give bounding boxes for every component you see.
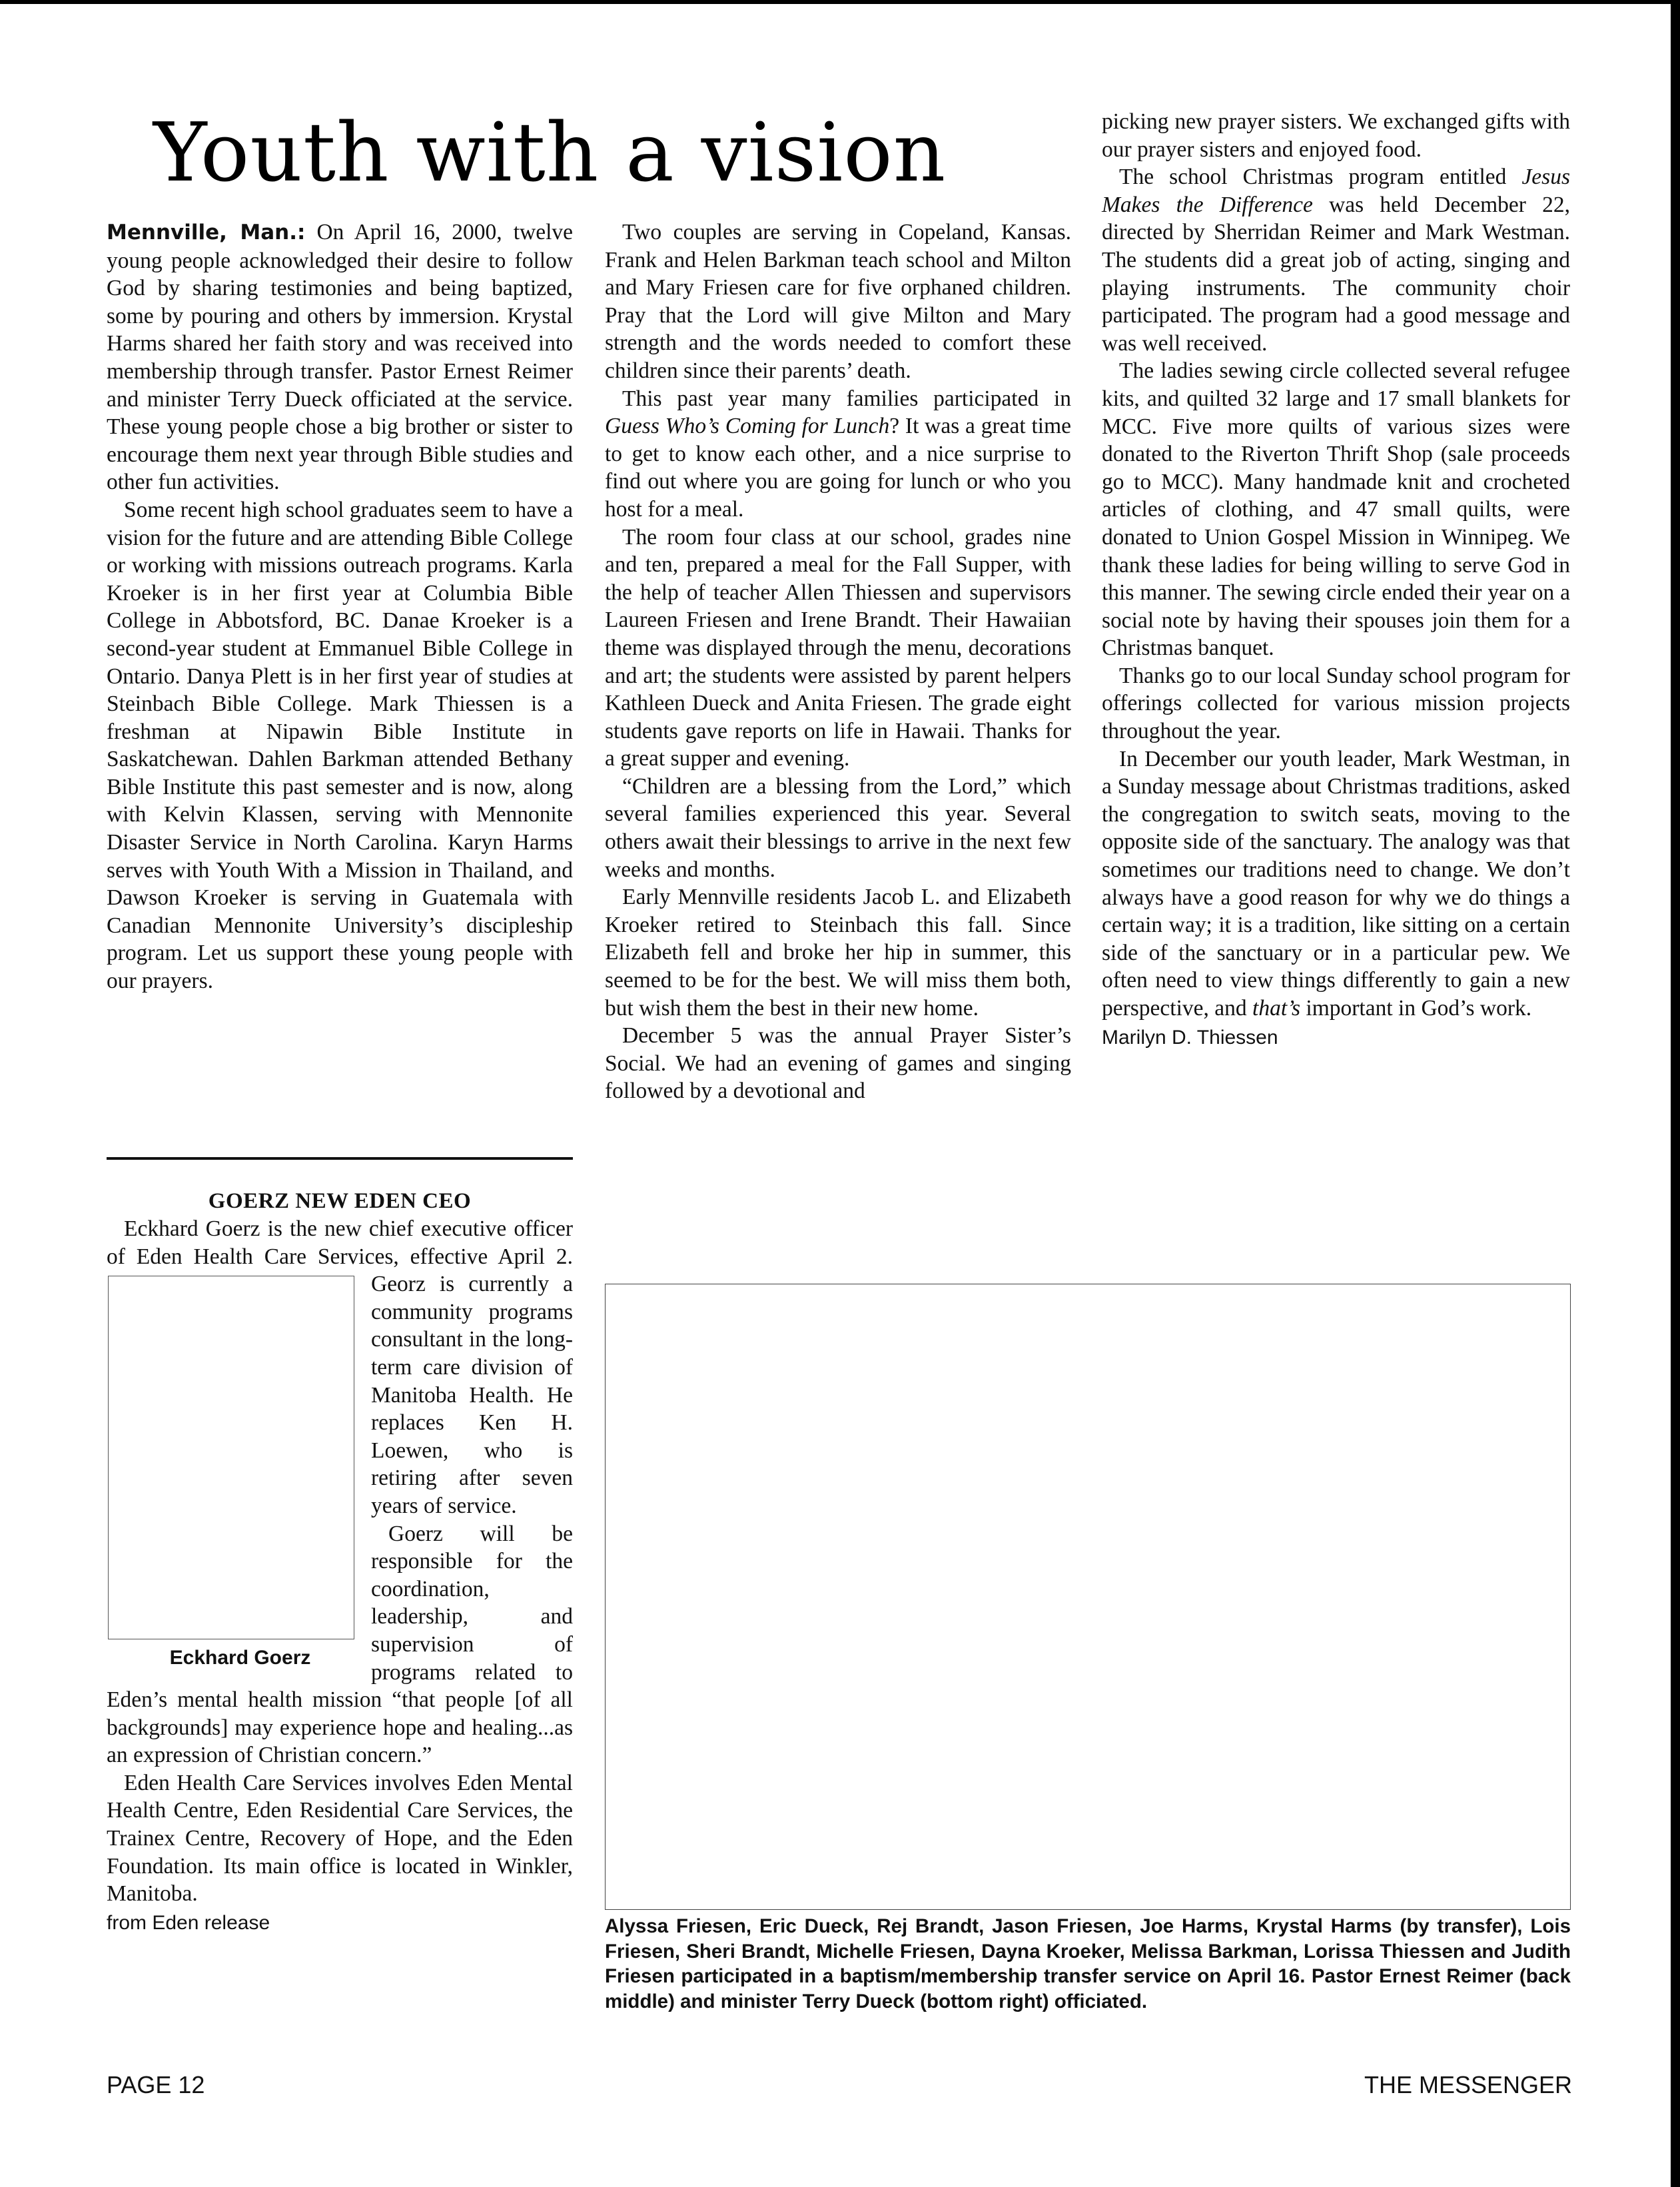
paragraph-text: In December our youth leader, Mark Westman, in a Sunday message about Christmas traditions, asked the congregation to switch seats, moving to the opposite side of the sanctuary. The analogy was that sometimes our traditions need to change. We don’t always have a good reason for why we do things a certain way; it is a tradition, like sitting on a certain side of the sanctuary or in a particular pew. We often need to view things differently to gain a new perspective, and (1102, 746, 1570, 1021)
scan-right-edge (1671, 0, 1680, 2187)
group-photo-caption: Alyssa Friesen, Eric Dueck, Rej Brandt, Jason Friesen, Joe Harms, Krystal Harms (by transfer), Lois Friesen, Sheri Brandt, Michelle Friesen, Dayna Kroeker, Melissa Barkman, Lorissa Thiessen and Judith Friesen participated in a baptism/membership transfer service on April 16. Pastor Ernest Reimer (back middle) and minister Terry Dueck (bottom right) officiated. (605, 1915, 1571, 2012)
dateline: Mennville, Man.: (107, 220, 306, 244)
article-column-2 (605, 219, 1071, 1105)
ceo-byline: from Eden release (107, 1911, 270, 1934)
article-paragraph (1102, 745, 1570, 1023)
article-paragraph: Thanks go to our local Sunday school program for offerings collected for various mission projects throughout the year. (1102, 663, 1570, 744)
article-column-1 (107, 219, 573, 995)
article-paragraph (605, 385, 1071, 524)
portrait-caption: Eckhard Goerz (169, 1647, 311, 1669)
article-byline: Marilyn D. Thiessen (1102, 1026, 1278, 1049)
scan-top-edge (0, 0, 1680, 4)
paragraph-text: was held December 22, directed by Sherridan Reimer and Mark Westman. The students did a great job of acting, singing and playing instruments. The community choir participated. The program had a good message and was well received. (1102, 192, 1570, 356)
group-photo (605, 1284, 1571, 1910)
article-paragraph (1102, 163, 1570, 357)
ceo-paragraph: Eden Health Care Services involves Eden Mental Health Centre, Eden Residential Care Services, the Trainex Centre, Recovery of Hope, and the Eden Foundation. Its main office is located in Winkler, Manitoba. (107, 1770, 573, 1907)
section-divider (107, 1157, 573, 1160)
page-number: PAGE 12 (107, 2071, 205, 2098)
portrait-frame (108, 1276, 354, 1639)
paragraph-text: ? It was a great time to get to know each other, and a nice surprise to find out where you are going for lunch or who you host for a meal. (605, 414, 1071, 522)
article-column-3 (1102, 108, 1570, 1051)
article-title: Youth with a vision (153, 105, 947, 200)
article-paragraph (107, 219, 573, 496)
paragraph-text: The school Christmas program entitled (1119, 165, 1522, 190)
article-paragraph: Some recent high school graduates seem to have a vision for the future and are attending Bible College or working with missions outreach programs. Karla Kroeker is in her first year at Columbia Bible College in Abbotsford, BC. Danae Kroeker is a second-year student at Emmanuel Bible College in Ontario. Danya Plett is in her first year of studies at Steinbach Bible College. Mark Thiessen is a freshman at Nipawin Bible Institute in Saskatchewan. Dahlen Barkman attended Bethany Bible Institute this past semester and is now, along with Kelvin Klassen, serving with Mennonite Disaster Service in North Carolina. Karyn Harms serves with Youth With a Mission in Thailand, and Dawson Kroeker is serving in Guatemala with Canadian Mennonite University’s discipleship program. Let us support these young people with our prayers. (107, 497, 573, 994)
paragraph-text: community programs consultant in the long-term care division of Manitoba Health. He replaces Ken H. Loewen, who is retiring after seven years of service. (371, 1299, 573, 1518)
article-paragraph: “Children are a blessing from the Lord,” which several families experienced this year. Several others await their blessings to arrive in the next few weeks and months. (605, 773, 1071, 882)
article-paragraph: Two couples are serving in Copeland, Kansas. Frank and Helen Barkman teach school and Milton and Mary Friesen care for five orphaned children. Pray that the Lord will give Milton and Mary strength and the words needed to comfort these children since their parents’ death. (605, 220, 1071, 383)
program-title: Jesus Makes the Difference (1102, 165, 1570, 217)
article-paragraph: The room four class at our school, grades nine and ten, prepared a meal for the Fall Supper, with the help of teacher Allen Thiessen and supervisors Laureen Friesen and Irene Brandt. Their Hawaiian theme was displayed through the menu, decorations and art; the students were assisted by parent helpers Kathleen Dueck and Anita Friesen. The grade eight students gave reports on life in Hawaii. Thanks for a great supper and evening. (605, 524, 1071, 771)
paragraph-text: On April 16, 2000, twelve young people acknowledged their desire to follow God by sharing testimonies and being baptized, some by pouring and others by immersion. Krystal Harms shared her faith story and was received into membership through transfer. Pastor Ernest Reimer and minister Terry Dueck officiated at the service. These young people chose a big brother or sister to encourage them next year through Bible studies and other fun activities. (107, 220, 574, 495)
ceo-paragraph: Goerz will be responsible for the coordination, leadership, and supervision of programs related to Eden’s mental health mission “that people [of all backgrounds] may experience hope and healing...as an expression of Christian concern.” (107, 1521, 573, 1768)
paragraph-text: Eckhard Goerz is the new chief executive officer of Eden Health Care Services, effective April 2. Georz is currently a (107, 1216, 573, 1297)
paragraph-text: important in God’s work. (1300, 996, 1532, 1021)
ceo-sidebar-article (107, 1187, 573, 1937)
emphasis: that’s (1252, 996, 1301, 1021)
article-paragraph: December 5 was the annual Prayer Sister’s Social. We had an evening of games and singing followed by a devotional and (605, 1023, 1071, 1104)
program-title: Guess Who’s Coming for Lunch (605, 414, 890, 439)
article-paragraph: Early Mennville residents Jacob L. and Elizabeth Kroeker retired to Steinbach this fall. Since Elizabeth fell and broke her hip in summer, this seemed to be for the best. We will miss them both, but wish them the best in their new home. (605, 885, 1071, 1021)
article-paragraph: picking new prayer sisters. We exchanged gifts with our prayer sisters and enjoyed food. (1102, 109, 1570, 162)
publication-name: THE MESSENGER (1364, 2071, 1572, 2098)
article-paragraph: The ladies sewing circle collected several refugee kits, and quilted 32 large and 17 small blankets for MCC. Five more quilts of various sizes were donated to the Riverton Thrift Shop (sale proceeds go to MCC). Many handmade knit and crocheted articles of clothing, and 47 small quilts, were donated to Union Gospel Mission in Winnipeg. We thank these ladies for being willing to serve God in this manner. The sewing circle ended their year on a social note by having their spouses join them for a Christmas banquet. (1102, 358, 1570, 661)
ceo-heading: GOERZ NEW EDEN CEO (208, 1189, 472, 1213)
paragraph-text: This past year many families participated in (622, 386, 1071, 411)
portrait-photo (107, 1270, 356, 1678)
